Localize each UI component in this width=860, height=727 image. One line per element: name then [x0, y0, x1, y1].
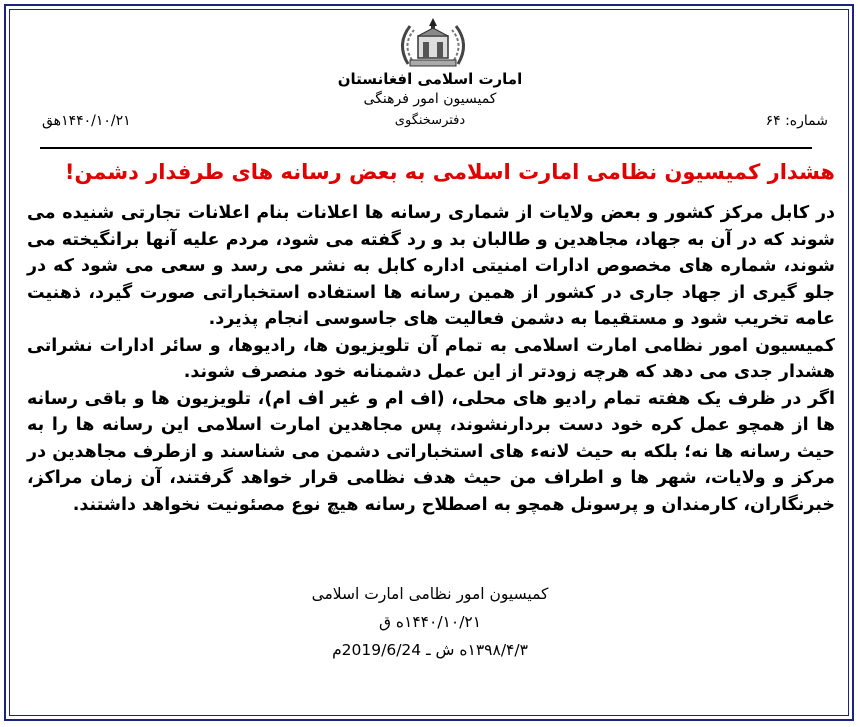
paragraph: اگر در ظرف یک هفته تمام رادیو های محلی، (اف ام و غیر اف ام)، تلویزیون ها و باقی رسانه ها از همچو عمل کره خود دست بردارنشوند، پس مجاهدین امارت اسلامی این رسانه ها را به حیث رسانه ها نه؛ بلکه به حیث لانهء های استخباراتی دشمن می شناسند و ازطرف مجاهدین در مرکز و ولایات، شهر ها و اطراف من حیث هدف نظامی قرار خواهد گرفتند، آن زمان مراکز، خبرنگاران، کارمندان و پرسونل همچو به اصطلاح رسانه هیچ نوع مصئونیت نخواهد داشتند.	[27, 388, 835, 515]
document-number: شماره: ۶۴	[765, 113, 828, 129]
emirate-name: امارت اسلامی افغانستان	[337, 70, 523, 88]
signature-block	[0, 580, 860, 664]
emirate-emblem-icon	[390, 14, 476, 74]
commission-name: کمیسیون امور فرهنگی	[363, 91, 497, 107]
headline: هشدار کمیسیون نظامی امارت اسلامی به بعض رسانه های طرفدار دشمن!	[64, 160, 835, 184]
date-gregorian: 2019/6/24م	[332, 641, 422, 659]
paragraph: در کابل مرکز کشور و بعض ولایات از شماری رسانه ها اعلانات بنام اعلانات تجارتی شنیده می شوند که در آن به جهاد، مجاهدین و طالبان بد و رد گفته می شود، مردم علیه آنها برانگیخته می شوند، شماره های مخصوص ادارات امنیتی اداره کابل به نشر می رسد و سعی می شود که در جلو گیری از جهاد جاری در کشور از همین رسانه ها استفاده استخباراتی صورت گیرد، ذهنیت عامه تخریب شود و مستقیما به دشمن فعالیت های جاسوسی انجام پذیرد.	[27, 203, 835, 329]
header-divider	[40, 147, 812, 149]
document-body	[27, 200, 835, 518]
document-date: ۱۴۴۰/۱۰/۲۱هق	[42, 113, 131, 129]
date-hijri-lunar: ۱۴۴۰/۱۰/۲۱ه ق	[378, 613, 482, 631]
paragraph: کمیسیون امور نظامی امارت اسلامی به تمام آن تلویزیون ها، رادیوها، و سائر ادارات نشراتی هشدار جدی می دهد که هرچه زودتر از این عمل دشمنانه خود منصرف شوند.	[27, 335, 835, 382]
office-name: دفترسخنگوی	[394, 113, 466, 128]
date-solar-gregorian	[0, 636, 860, 664]
date-hijri-solar: ۱۳۹۸/۴/۳ه ش ـ	[426, 641, 528, 659]
issuer: کمیسیون امور نظامی امارت اسلامی	[311, 585, 549, 603]
